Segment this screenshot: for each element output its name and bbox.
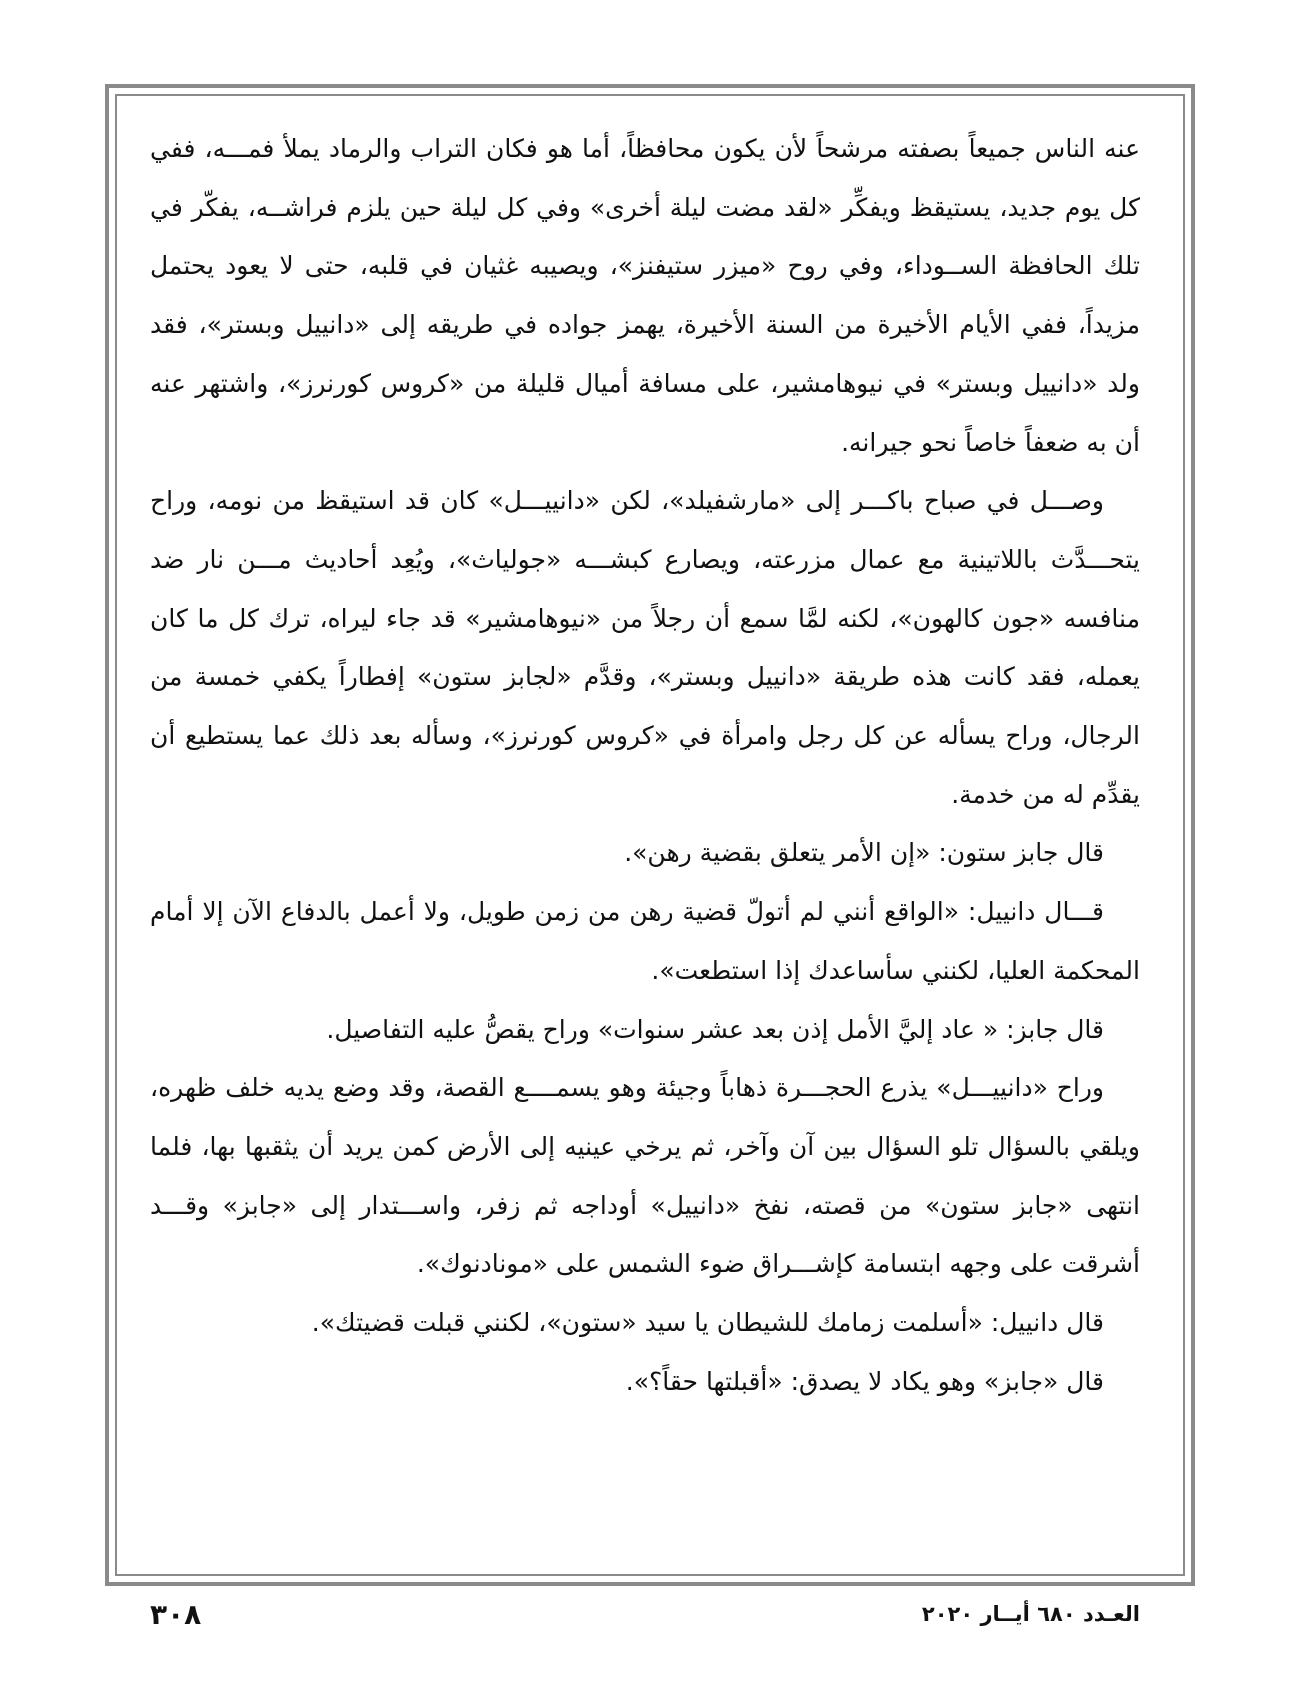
- page-footer: [150, 1598, 1140, 1638]
- paragraph-4: قـــال دانييل: «الواقع أنني لم أتولّ قضية رهن من زمن طويل، ولا أعمل بالدفاع الآن إلا أمام المحكمة العليا، لكنني سأساعدك إذا استطعت».: [150, 897, 1140, 985]
- paragraph-6: وراح «دانييـــل» يذرع الحجـــرة ذهاباً وجيئة وهو يسمــــع القصة، وقد وضع يديه خلف ظهره، ويلقي بالسؤال تلو السؤال بين آن وآخر، ثم يرخي عينيه إلى الأرض كمن يريد أن يثقبها بها، فلما انتهى «جابز ستون» من قصته، نفخ «دانييل» أوداجه ثم زفر، واســـتدار إلى «جابز» وقـــد أشرقت على وجهه ابتسامة كإشـــراق ضوء الشمس على «مونادنوك».: [150, 1073, 1140, 1279]
- paragraph-2: وصـــل في صباح باكـــر إلى «مارشفيلد»، لكن «دانييـــل» كان قد استيقظ من نومه، وراح يتحـــدَّث باللاتينية مع عمال مزرعته، ويصارع كبشـــه «جولياث»، ويُعِد أحاديث مـــن نار ضد منافسه «جون كالهون»، لكنه لمَّا سمع أن رجلاً من «نيوهامشير» قد جاء ليراه، ترك كل ما كان يعمله، فقد كانت هذه طريقة «دانييل وبستر»، وقدَّم «لجابز ستون» إفطاراً يكفي خمسة من الرجال، وراح يسأله عن كل رجل وامرأة في «كروس كورنرز»، وسأله بعد ذلك عما يستطيع أن يقدِّم له من خدمة.: [150, 486, 1140, 809]
- paragraph-5: قال جابز: « عاد إليَّ الأمل إذن بعد عشر سنوات» وراح يقصُّ عليه التفاصيل.: [326, 1014, 1104, 1044]
- article-body: [150, 120, 1140, 1411]
- issue-info: العـدد ٦٨٠ أيــار ٢٠٢٠: [921, 1602, 1140, 1626]
- paragraph-1: عنه الناس جميعاً بصفته مرشحاً لأن يكون محافظاً، أما هو فكان التراب والرماد يملأ فمـــه، ففي كل يوم جديد، يستيقظ ويفكِّر «لقد مضت ليلة أخرى» وفي كل ليلة حين يلزم فراشــه، يفكّر في تلك الحافظة الســوداء، وفي روح «ميزر ستيفنز»، ويصيبه غثيان في قلبه، حتى لا يعود يحتمل مزيداً، ففي الأيام الأخيرة من السنة الأخيرة، يهمز جواده في طريقه إلى «دانييل وبستر»، فقد ولد «دانييل وبستر» في نيوهامشير، على مسافة أميال قليلة من «كروس كورنرز»، واشتهر عنه أن به ضعفاً خاصاً نحو جيرانه.: [150, 134, 1140, 457]
- page-number: ٣٠٨: [150, 1598, 202, 1631]
- paragraph-7: قال دانييل: «أسلمت زمامك للشيطان يا سيد «ستون»، لكنني قبلت قضيتك».: [311, 1308, 1104, 1338]
- paragraph-8: قال «جابز» وهو يكاد لا يصدق: «أقبلتها حقاً؟».: [625, 1366, 1104, 1396]
- paragraph-3: قال جابز ستون: «إن الأمر يتعلق بقضية رهن».: [624, 838, 1104, 868]
